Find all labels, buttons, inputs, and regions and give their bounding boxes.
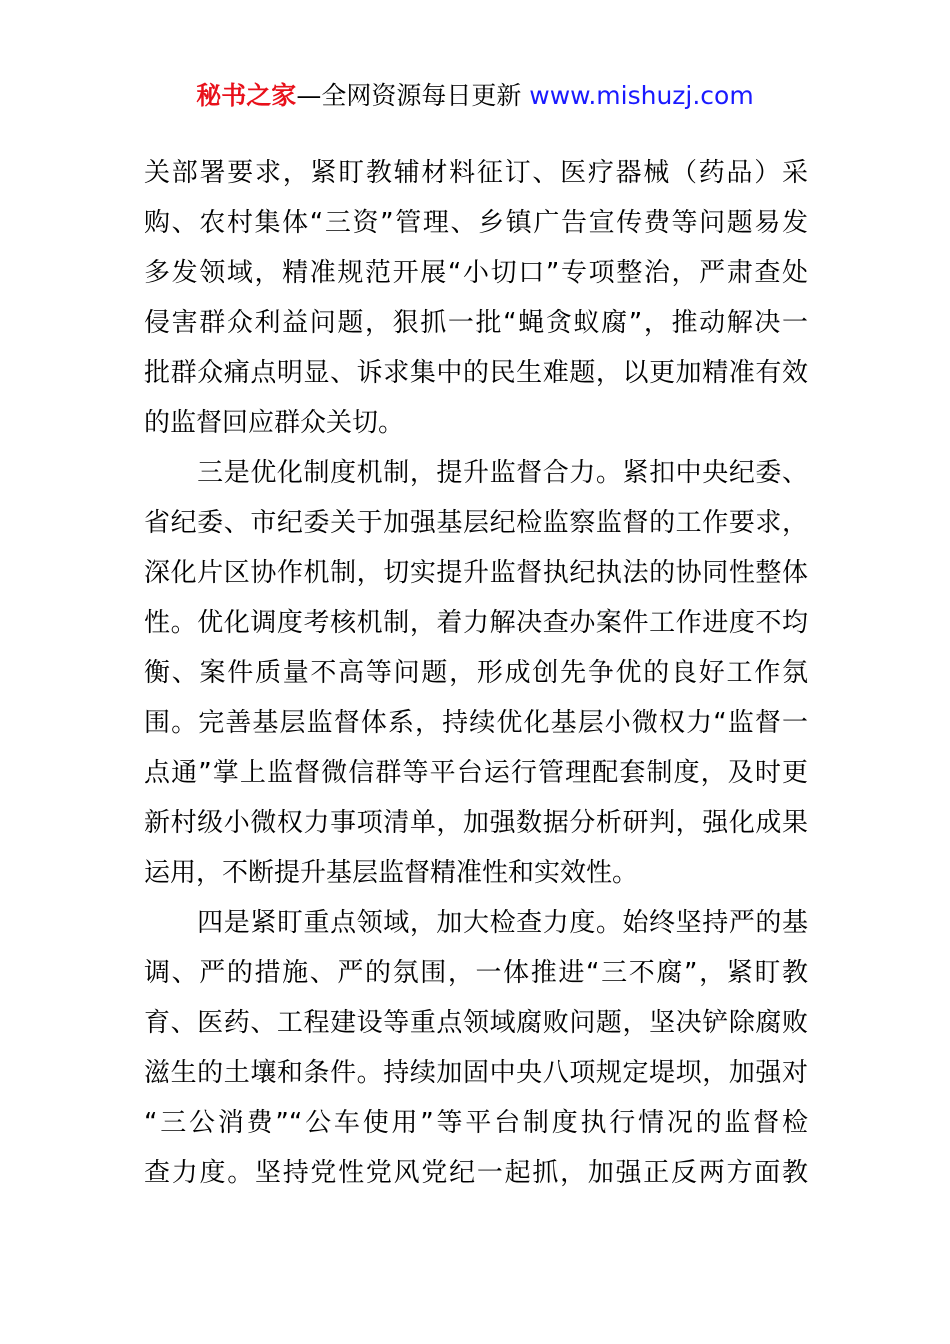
- text-line: 省纪委、市纪委关于加强基层纪检监察监督的工作要求，: [144, 508, 808, 538]
- text-line: 衡、案件质量不高等问题，形成创先争优的良好工作氛: [144, 658, 808, 688]
- site-url-link[interactable]: www.mishuzj.com: [529, 81, 754, 110]
- text-line: 的监督回应群众关切。: [144, 408, 405, 438]
- text-line: 滋生的土壤和条件。持续加固中央八项规定堤坝，加强对: [144, 1058, 808, 1088]
- paragraph-start-line: 三是优化制度机制，提升监督合力。紧扣中央纪委、: [144, 458, 808, 488]
- text-line: 多发领域，精准规范开展“小切口”专项整治，严肃查处: [144, 258, 808, 288]
- text-line: 性。优化调度考核机制，着力解决查办案件工作进度不均: [144, 608, 808, 638]
- text-line: 查力度。坚持党性党风党纪一起抓，加强正反两方面教: [144, 1158, 808, 1188]
- text-line: 深化片区协作机制，切实提升监督执纪执法的协同性整体: [144, 558, 808, 588]
- text-line: 新村级小微权力事项清单，加强数据分析研判，强化成果: [144, 808, 808, 838]
- document-body: [144, 148, 808, 1198]
- text-line: 围。完善基层监督体系，持续优化基层小微权力“监督一: [144, 708, 808, 738]
- site-header: [0, 78, 950, 114]
- text-line: 购、农村集体“三资”管理、乡镇广告宣传费等问题易发: [144, 208, 808, 238]
- text-line: 运用，不断提升基层监督精准性和实效性。: [144, 858, 639, 888]
- paragraph-start-line: 四是紧盯重点领域，加大检查力度。始终坚持严的基: [144, 908, 808, 938]
- text-line: 关部署要求，紧盯教辅材料征订、医疗器械（药品）采: [144, 158, 808, 188]
- text-line: 批群众痛点明显、诉求集中的民生难题，以更加精准有效: [144, 358, 808, 388]
- text-line: “三公消费”“公车使用”等平台制度执行情况的监督检: [144, 1108, 808, 1138]
- text-line: 育、医药、工程建设等重点领域腐败问题，坚决铲除腐败: [144, 1008, 808, 1038]
- site-brand: 秘书之家: [196, 81, 297, 110]
- text-line: 侵害群众利益问题，狠抓一批“蝇贪蚁腐”，推动解决一: [144, 308, 808, 338]
- text-line: 点通”掌上监督微信群等平台运行管理配套制度，及时更: [144, 758, 808, 788]
- text-line: 调、严的措施、严的氛围，一体推进“三不腐”，紧盯教: [144, 958, 808, 988]
- site-tagline: —全网资源每日更新: [296, 81, 522, 110]
